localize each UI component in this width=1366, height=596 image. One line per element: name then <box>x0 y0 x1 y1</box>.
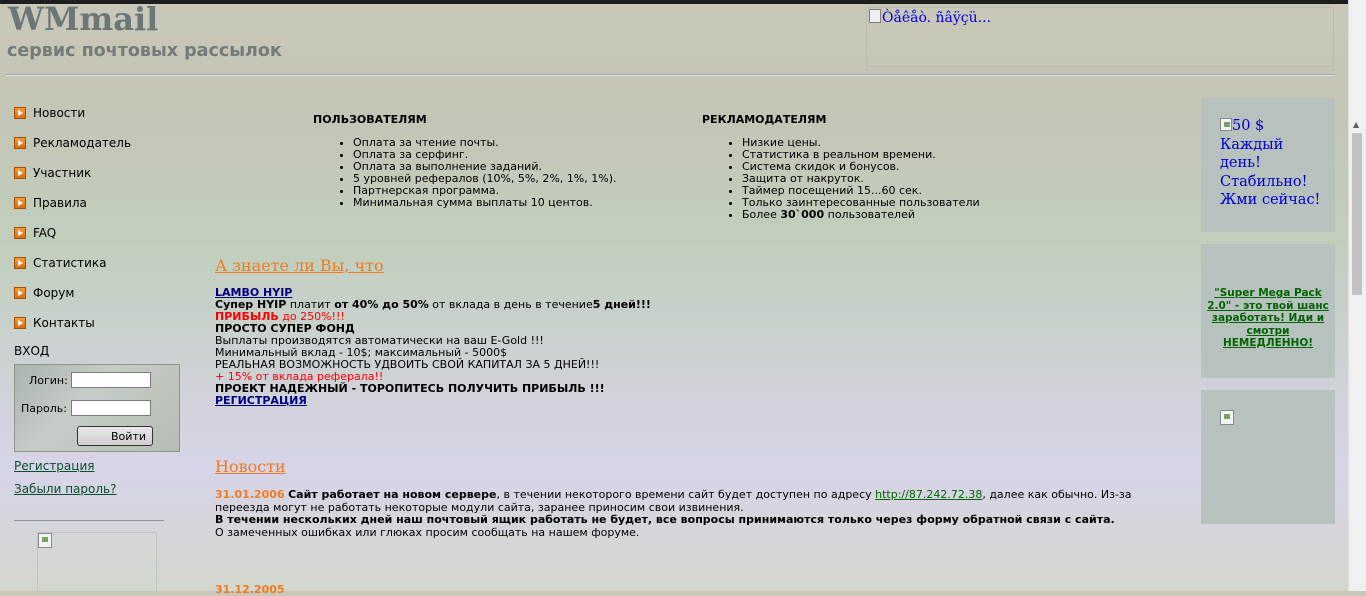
list-item: • Оплата за выполнение заданий. <box>353 161 617 173</box>
site-tagline: сервис почтовых рассылок <box>7 41 282 61</box>
news-title[interactable]: Новости <box>215 457 286 476</box>
password-input[interactable] <box>71 400 151 416</box>
text: до 250%!!! <box>278 310 345 323</box>
nav-label: Участник <box>33 166 92 180</box>
server-url-link[interactable]: http://87.242.72.38 <box>875 488 983 501</box>
right-ad-2 <box>1201 244 1335 378</box>
login-input[interactable] <box>71 372 151 388</box>
list-item: • Только заинтересованные пользователи <box>742 197 980 209</box>
broken-image-icon <box>38 533 52 548</box>
text: ПРОСТО СУПЕР ФОНД <box>215 322 355 335</box>
list-item: • Оплата за чтение почты. <box>353 137 617 149</box>
orange-arrow-icon <box>14 257 26 269</box>
nav-label: Контакты <box>33 316 95 330</box>
nav-item-contacts[interactable] <box>14 315 131 345</box>
forgot-password-link[interactable]: Забыли пароль? <box>14 482 117 496</box>
orange-arrow-icon <box>14 227 26 239</box>
nav-item-participant[interactable] <box>14 165 131 195</box>
scroll-up-icon[interactable]: ▲ <box>1353 120 1360 129</box>
text: от 40% до 50% <box>334 298 429 311</box>
orange-arrow-icon <box>14 167 26 179</box>
text: Более <box>742 208 781 221</box>
list-item: • Оплата за серфинг. <box>353 149 617 161</box>
orange-arrow-icon <box>14 137 26 149</box>
list-item: • Система скидок и бонусов. <box>742 161 980 173</box>
news-last-line: О замеченных ошибках или глюках просим сообщать на нашем форуме. <box>215 525 640 539</box>
lambo-hyip-link[interactable]: LAMBO HYIP <box>215 286 293 299</box>
top-banner-alt-text: Òåêåò. ñâÿçü... <box>882 10 992 26</box>
window-top-edge <box>0 0 1366 4</box>
right-ad-1[interactable] <box>1201 98 1335 232</box>
text: ПРИБЫЛЬ <box>215 310 279 323</box>
broken-image-icon <box>1220 410 1234 425</box>
list-item: • Партнерская программа. <box>353 185 617 197</box>
did-you-know-block <box>215 287 815 407</box>
text: 5 дней!!! <box>592 298 651 311</box>
orange-arrow-icon <box>14 287 26 299</box>
news-bold-line: В течении нескольких дней наш почтовый ящик работать не будет, все вопросы принимаются только через форму обратной связи с сайта. <box>215 513 1115 526</box>
list-item: • Минимальная сумма выплаты 10 центов. <box>353 197 617 209</box>
news-item <box>215 489 1155 539</box>
nav-item-rules[interactable] <box>14 195 131 225</box>
nav-label: Новости <box>33 106 86 120</box>
news-date: 31.01.2006 <box>215 488 285 501</box>
nav-label: Статистика <box>33 256 107 270</box>
advertisers-heading: РЕКЛАМОДАТЕЛЯМ <box>702 113 827 126</box>
login-label: Логин: <box>29 374 68 387</box>
list-item: • Защита от накруток. <box>742 173 980 185</box>
text: платит <box>286 298 335 311</box>
list-item: • Статистика в реальном времени. <box>742 149 980 161</box>
news-date: 31.12.2005 <box>215 583 285 596</box>
left-banner[interactable] <box>37 532 157 592</box>
nav-item-faq[interactable] <box>14 225 131 255</box>
ad-alt-text: 50 $ Каждый день! Стабильно! Жми сейчас! <box>1220 118 1321 208</box>
nav-item-forum[interactable] <box>14 285 131 315</box>
nav-label: FAQ <box>33 226 57 240</box>
nav-item-statistics[interactable] <box>14 255 131 285</box>
text: Минимальный вклад - 10$; максимальный - 5000$ <box>215 346 508 359</box>
news-headline: Сайт работает на новом сервере <box>288 488 497 501</box>
header-divider <box>6 74 1335 76</box>
text: РЕАЛЬНАЯ ВОЗМОЖНОСТЬ УДВОИТЬ СВОЙ КАПИТАЛ ЗА 5 ДНЕЙ!!! <box>215 358 600 371</box>
nav-label: Рекламодатель <box>33 136 132 150</box>
nav-item-advertiser[interactable] <box>14 135 131 165</box>
top-banner[interactable] <box>866 7 1334 67</box>
list-item <box>742 209 980 221</box>
users-heading: ПОЛЬЗОВАТЕЛЯМ <box>313 113 427 126</box>
list-item: • Таймер посещений 15...60 сек. <box>742 185 980 197</box>
text: + 15% от вклада реферала!! <box>215 370 384 383</box>
right-ad-3[interactable] <box>1201 390 1335 524</box>
text: Выплаты производятся автоматически на ваш E-Gold !!! <box>215 334 544 347</box>
page-scrollbar[interactable] <box>1348 0 1366 591</box>
users-list <box>339 137 617 209</box>
nav-label: Форум <box>33 286 75 300</box>
register-link[interactable]: Регистрация <box>14 459 95 473</box>
super-mega-pack-link[interactable]: "Super Mega Pack 2.0" - это твой шанс заработать! Иди и смотри НЕМЕДЛЕННО! <box>1207 287 1329 349</box>
broken-image-icon <box>1220 118 1232 131</box>
text: от вклада в день в течение <box>428 298 593 311</box>
nav-item-news[interactable] <box>14 105 131 135</box>
login-form <box>14 364 180 452</box>
left-divider <box>14 520 164 521</box>
news-item <box>215 584 1155 596</box>
text: Супер HYIP <box>215 298 287 311</box>
list-item: • 5 уровней рефералов (10%, 5%, 2%, 1%, 1%). <box>353 173 617 185</box>
list-item: • Низкие цены. <box>742 137 980 149</box>
broken-image-icon <box>869 9 881 23</box>
text: ПРОЕКТ НАДЕЖНЫЙ - ТОРОПИТЕСЬ ПОЛУЧИТЬ ПРИБЫЛЬ !!! <box>215 382 605 395</box>
user-count: 30`000 <box>780 208 825 221</box>
text: , в течении некоторого времени сайт будет доступен по адресу <box>496 488 876 501</box>
text: пользователей <box>824 208 915 221</box>
did-you-know-title[interactable]: А знаете ли Вы, что <box>215 256 384 275</box>
nav-label: Правила <box>33 196 87 210</box>
login-button[interactable]: Войти <box>77 426 153 446</box>
site-logo[interactable]: WMmail <box>8 0 159 38</box>
scrollbar-thumb[interactable] <box>1352 133 1362 295</box>
login-heading: ВХОД <box>14 344 50 358</box>
main-nav <box>14 105 131 345</box>
orange-arrow-icon <box>14 197 26 209</box>
orange-arrow-icon <box>14 107 26 119</box>
password-label: Пароль: <box>21 402 67 415</box>
registration-link[interactable]: РЕГИСТРАЦИЯ <box>215 394 307 407</box>
advertisers-list <box>728 137 980 221</box>
orange-arrow-icon <box>14 317 26 329</box>
text: , далее как обычно. Из-за переезда могут не работать некоторые модули сайта, заранее приносим свои извинения. <box>215 488 1132 514</box>
